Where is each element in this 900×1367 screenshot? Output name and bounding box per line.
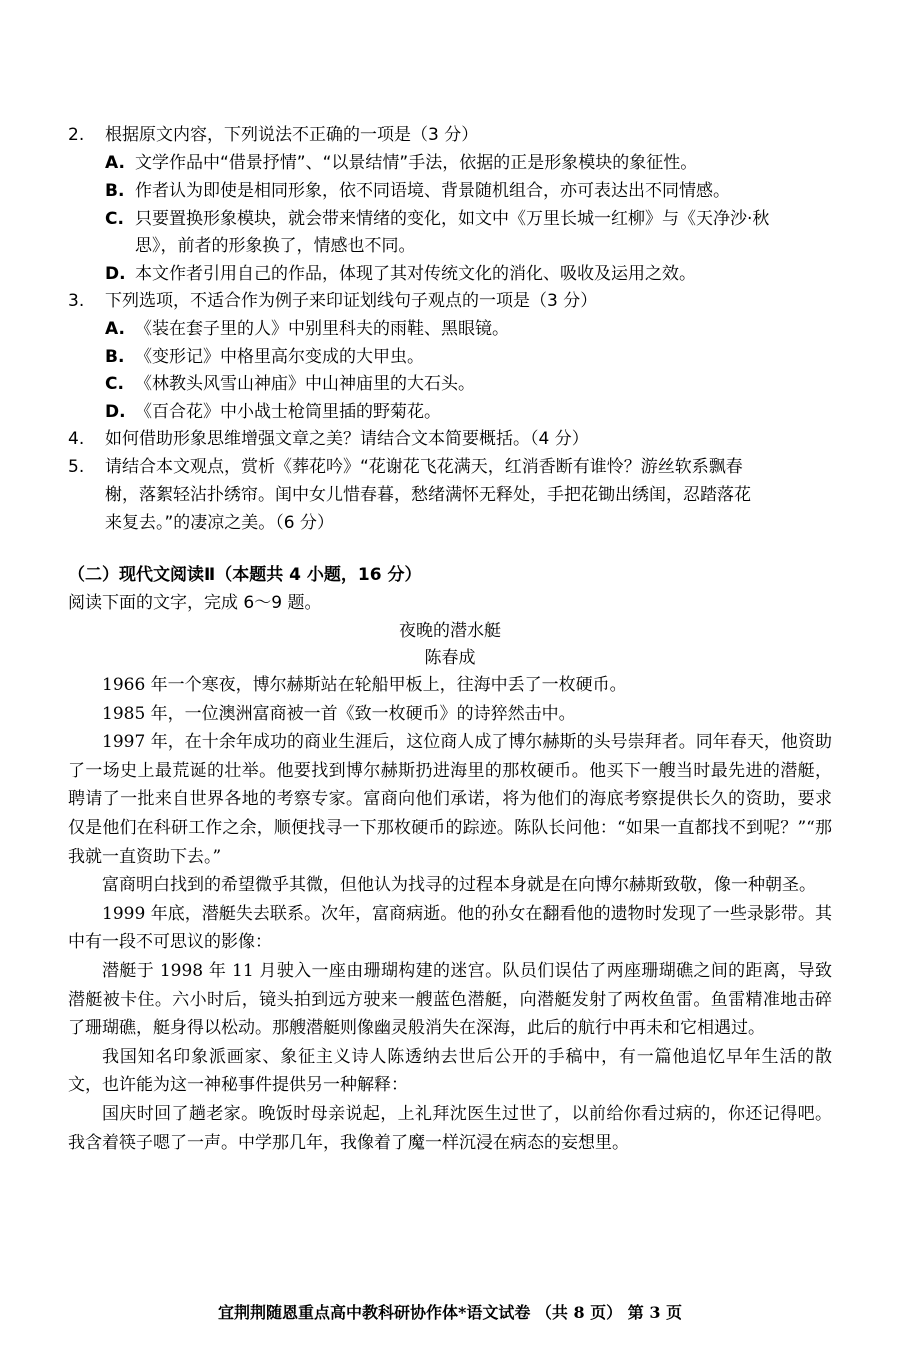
option-letter: C. [105,374,124,394]
option-letter: B. [105,347,125,367]
option-letter: D. [105,264,126,284]
question-number: 5. [68,457,85,477]
question-stem: 下列选项，不适合作为例子来印证划线句子观点的一项是（3 分） [105,291,598,311]
option-3d [105,399,441,426]
option-text: 《百合花》中小战士枪筒里插的野菊花。 [135,402,441,422]
option-text: 《装在套子里的人》中别里科夫的雨鞋、黑眼镜。 [135,319,509,339]
story-paragraph: 1999 年底，潜艇失去联系。次年，富商病逝。他的孙女在翻看他的遗物时发现了一些录影带。其中有一段不可思议的影像： [68,903,832,953]
story-body [68,671,832,1157]
option-2d [105,261,696,288]
page-footer: 宜荆荆随恩重点高中教科研协作体*语文试卷 （共 8 页） 第 3 页 [217,1303,683,1322]
section-heading: （二）现代文阅读Ⅱ（本题共 4 小题，16 分） [68,565,422,585]
story-paragraph: 我国知名印象派画家、象征主义诗人陈透纳去世后公开的手稿中，有一篇他追忆早年生活的散文，也许能为这一神秘事件提供另一种解释： [68,1046,832,1096]
story-author: 陈春成 [424,648,476,668]
question-stem: 请结合本文观点，赏析《葬花吟》“花谢花飞花满天，红消香断有谁怜？游丝软系飘春 [105,457,743,477]
option-text: 文学作品中“借景抒情”、“以景结情”手法，依据的正是形象模块的象征性。 [135,153,698,173]
option-3c [105,371,475,398]
question-number: 2. [68,125,85,145]
option-2c [105,206,769,233]
story-paragraph: 1966 年一个寒夜，博尔赫斯站在轮船甲板上，往海中丢了一枚硬币。 [102,675,627,695]
option-2a [105,150,697,177]
option-text: 作者认为即使是相同形象，依不同语境、背景随机组合，亦可表达出不同情感。 [135,181,730,201]
option-text: 思》，前者的形象换了，情感也不同。 [135,236,416,256]
option-text: 只要置换形象模块，就会带来情绪的变化，如文中《万里长城一红柳》与《天净沙·秋 [135,209,770,229]
story-paragraph: 国庆时回了趟老家。晚饭时母亲说起，上礼拜沈医生过世了，以前给你看过病的，你还记得吧。我含着筷子嗯了一声。中学那几年，我像着了魔一样沉浸在病态的妄想里。 [68,1103,832,1153]
question-number: 3. [68,291,85,311]
section-instruction: 阅读下面的文字，完成 6～9 题。 [68,593,322,613]
story-paragraph: 潜艇于 1998 年 11 月驶入一座由珊瑚构建的迷宫。队员们误估了两座珊瑚礁之间的距离，导致潜艇被卡住。六小时后，镜头拍到远方驶来一艘蓝色潜艇，向潜艇发射了两枚鱼雷。鱼雷精准地击碎了珊瑚礁，艇身得以松动。那艘潜艇则像幽灵般消失在深海，此后的航行中再未和它相遇过。 [68,960,832,1039]
question-stem: 如何借助形象思维增强文章之美？请结合文本简要概括。（4 分） [105,429,589,449]
option-text: 《变形记》中格里高尔变成的大甲虫。 [135,347,424,367]
option-2b [105,178,730,205]
story-paragraph: 富商明白找到的希望微乎其微，但他认为找寻的过程本身就是在向博尔赫斯致敬，像一种朝圣。 [102,875,816,896]
option-3b [105,344,424,371]
option-text: 《林教头风雪山神庙》中山神庙里的大石头。 [135,374,475,394]
story-paragraph: 1985 年，一位澳洲富商被一首《致一枚硬币》的诗猝然击中。 [102,703,576,724]
option-text: 本文作者引用自己的作品，体现了其对传统文化的消化、吸收及运用之效。 [135,264,696,284]
option-letter: C. [105,209,124,229]
question-stem: 来复去。”的凄凉之美。（6 分） [105,513,335,533]
option-letter: B. [105,181,125,201]
option-letter: D. [105,402,126,422]
option-2c-continued [135,233,416,260]
story-paragraph: 1997 年，在十余年成功的商业生涯后，这位商人成了博尔赫斯的头号崇拜者。同年春天，他资助了一场史上最荒诞的壮举。他要找到博尔赫斯扔进海里的那枚硬币。他买下一艘当时最先进的潜艇，聘请了一批来自世界各地的考察专家。富商向他们承诺，将为他们的海底考察提供长久的资助，要求仅是他们在科研工作之余，顺便找寻一下那枚硬币的踪迹。陈队长问他：“如果一直都找不到呢？”“那我就一直资助下去。” [68,732,832,867]
option-letter: A. [105,153,125,173]
question-stem: 根据原文内容，下列说法不正确的一项是（3 分） [105,125,479,145]
story-title: 夜晚的潜水艇 [399,621,501,641]
question-stem: 榭，落絮轻沾扑绣帘。闺中女儿惜春暮，愁绪满怀无释处，手把花锄出绣闺，忍踏落花 [105,485,751,505]
option-letter: A. [105,319,125,339]
question-number: 4. [68,429,85,449]
option-3a [105,316,509,343]
